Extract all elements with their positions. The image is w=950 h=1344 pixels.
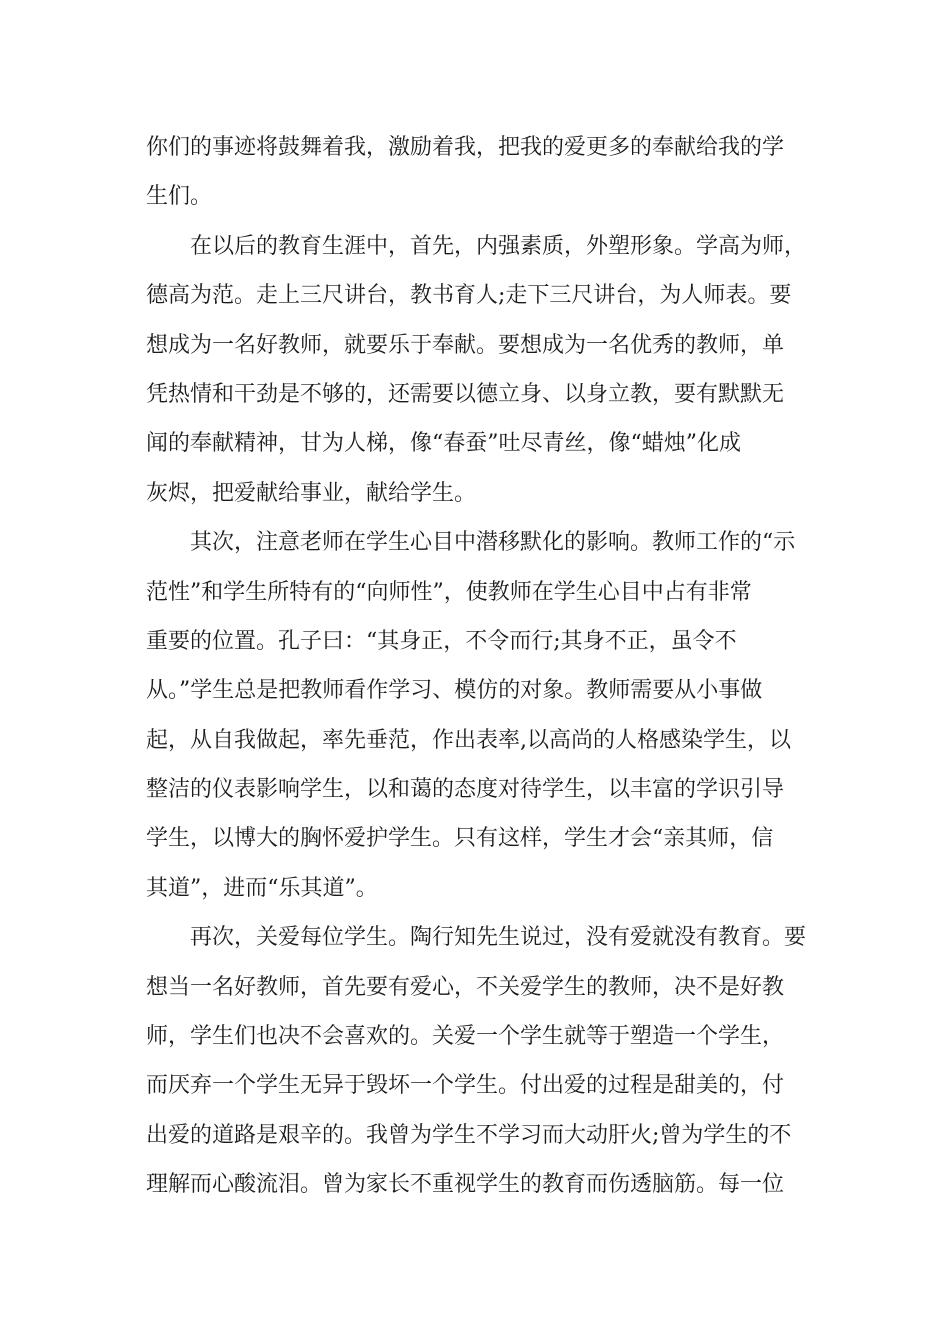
text-line: 德高为范。走上三尺讲台，教书育人;走下三尺讲台，为人师表。要 xyxy=(146,283,792,309)
body-text xyxy=(146,128,814,1215)
text-line: 灰烬，把爱献给事业，献给学生。 xyxy=(146,480,477,506)
text-line: 出爱的道路是艰辛的。我曾为学生不学习而大动肝火;曾为学生的不 xyxy=(146,1122,792,1148)
text-line: 理解而心酸流泪。曾为家长不重视学生的教育而伤透脑筋。每一位 xyxy=(146,1172,785,1198)
text-line: 凭热情和干劲是不够的，还需要以德立身、以身立教，要有默默无 xyxy=(146,381,785,407)
text-line: 在以后的教育生涯中，首先，内强素质，外塑形象。学高为师， xyxy=(146,233,807,259)
text-line: 想当一名好教师，首先要有爱心，不关爱学生的教师，决不是好教 xyxy=(146,974,785,1000)
text-line: 范性”和学生所特有的“向师性”，使教师在学生心目中占有非常 xyxy=(146,579,752,605)
text-line: 生们。 xyxy=(146,184,213,210)
text-line: 而厌弃一个学生无异于毁坏一个学生。付出爱的过程是甜美的，付 xyxy=(146,1073,785,1099)
text-line: 闻的奉献精神，甘为人梯，像“春蚕”吐尽青丝，像“蜡烛”化成 xyxy=(146,431,741,457)
text-line: 想成为一名好教师，就要乐于奉献。要想成为一名优秀的教师，单 xyxy=(146,332,785,358)
text-line: 学生，以博大的胸怀爱护学生。只有这样，学生才会“亲其师，信 xyxy=(146,826,774,852)
text-line: 再次，关爱每位学生。陶行知先生说过，没有爱就没有教育。要 xyxy=(146,925,807,951)
text-line: 其次，注意老师在学生心目中潜移默化的影响。教师工作的“示 xyxy=(146,530,796,556)
text-line: 从。”学生总是把教师看作学习、模仿的对象。教师需要从小事做 xyxy=(146,678,763,704)
text-line: 其道”，进而“乐其道”。 xyxy=(146,875,378,901)
text-line: 整洁的仪表影响学生，以和蔼的态度对待学生，以丰富的学识引导 xyxy=(146,777,785,803)
text-line: 师，学生们也决不会喜欢的。关爱一个学生就等于塑造一个学生， xyxy=(146,1024,785,1050)
text-line: 起，从自我做起，率先垂范，作出表率,以高尚的人格感染学生，以 xyxy=(146,727,791,753)
text-line: 你们的事迹将鼓舞着我，激励着我，把我的爱更多的奉献给我的学 xyxy=(146,135,785,160)
text-line: 重要的位置。孔子曰：“其身正，不令而行;其身不正，虽令不 xyxy=(146,628,737,654)
